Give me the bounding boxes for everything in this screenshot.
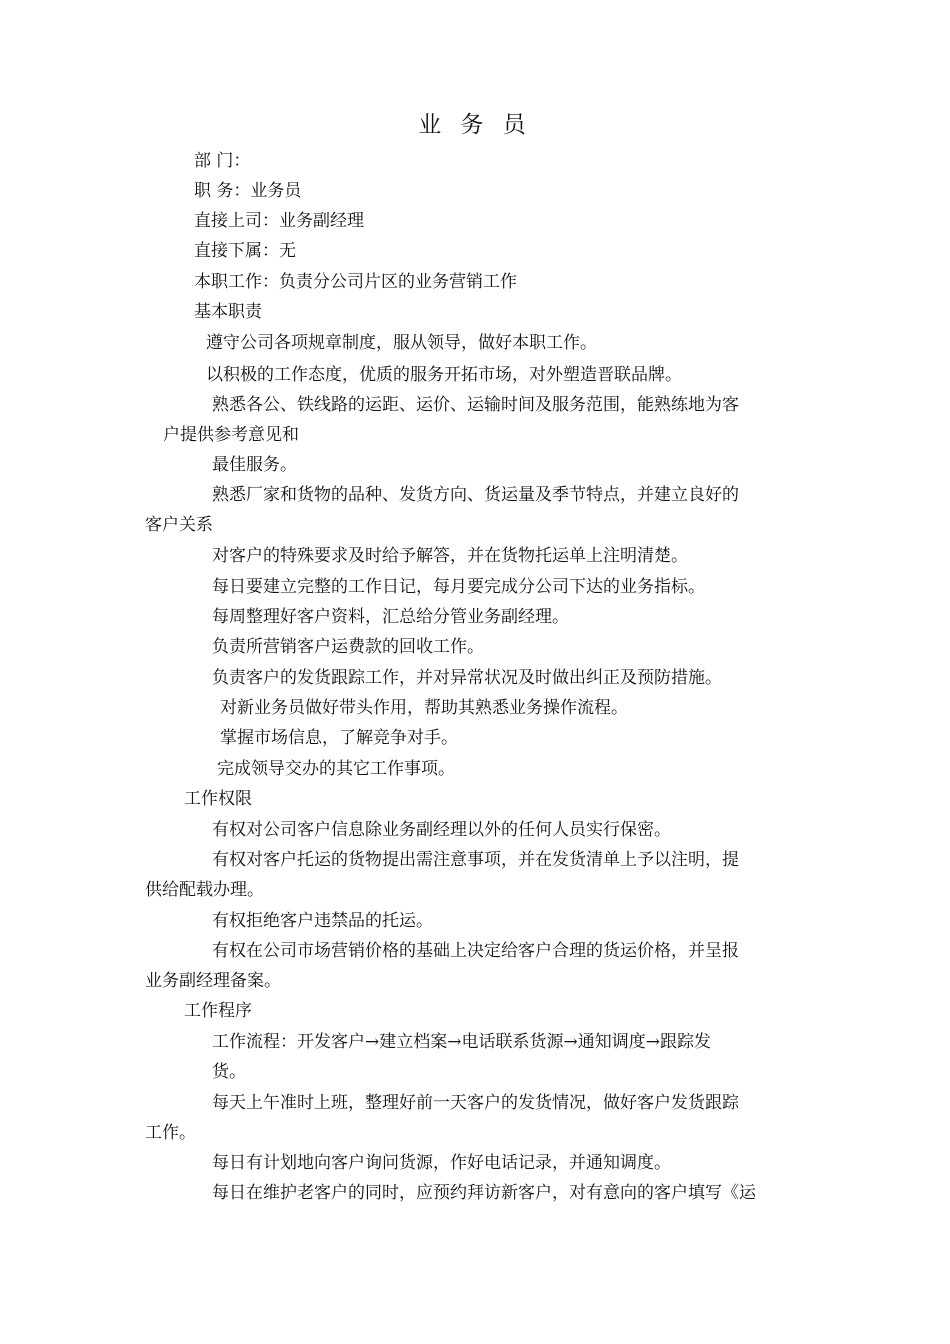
dept-field: 部 门： bbox=[194, 151, 251, 171]
duty-line: 对新业务员做好带头作用，帮助其熟悉业务操作流程。 bbox=[220, 698, 628, 718]
authority-line: 有权对公司客户信息除业务副经理以外的任何人员实行保密。 bbox=[212, 820, 671, 840]
authority-line: 有权拒绝客户违禁品的托运。 bbox=[212, 911, 433, 931]
duty-line: 负责客户的发货跟踪工作，并对异常状况及时做出纠正及预防措施。 bbox=[212, 668, 722, 688]
superior-field: 直接上司：业务副经理 bbox=[194, 211, 364, 231]
duty-line: 客户关系 bbox=[145, 515, 213, 535]
duty-line: 熟悉各公、铁线路的运距、运价、运输时间及服务范围，能熟练地为客 bbox=[212, 395, 739, 415]
procedure-line: 货。 bbox=[212, 1062, 246, 1082]
duty-line: 对客户的特殊要求及时给予解答，并在货物托运单上注明清楚。 bbox=[212, 546, 688, 566]
procedure-line: 每日在维护老客户的同时，应预约拜访新客户，对有意向的客户填写《运 bbox=[212, 1183, 756, 1203]
duty-line: 户提供参考意见和 bbox=[163, 425, 299, 445]
subordinate-field: 直接下属：无 bbox=[194, 241, 296, 261]
authority-line: 有权对客户托运的货物提出需注意事项，并在发货清单上予以注明，提 bbox=[212, 850, 739, 870]
procedure-line: 工作流程：开发客户→建立档案→电话联系货源→通知调度→跟踪发 bbox=[212, 1032, 711, 1052]
duty-line: 每周整理好客户资料，汇总给分管业务副经理。 bbox=[212, 607, 569, 627]
procedure-line: 工作。 bbox=[145, 1123, 196, 1143]
duty-line: 掌握市场信息，了解竞争对手。 bbox=[220, 728, 458, 748]
duty-line: 以积极的工作态度，优质的服务开拓市场，对外塑造晋联品牌。 bbox=[206, 365, 682, 385]
procedure-line: 每日有计划地向客户询问货源，作好电话记录，并通知调度。 bbox=[212, 1153, 671, 1173]
duty-line: 遵守公司各项规章制度，服从领导，做好本职工作。 bbox=[206, 333, 597, 353]
authority-line: 供给配载办理。 bbox=[145, 880, 264, 900]
authority-heading: 工作权限 bbox=[184, 789, 252, 809]
duty-line: 最佳服务。 bbox=[212, 455, 297, 475]
procedure-line: 每天上午准时上班，整理好前一天客户的发货情况，做好客户发货跟踪 bbox=[212, 1093, 739, 1113]
duty-line: 每日要建立完整的工作日记，每月要完成分公司下达的业务指标。 bbox=[212, 577, 705, 597]
procedure-heading: 工作程序 bbox=[184, 1001, 252, 1021]
duty-line: 负责所营销客户运费款的回收工作。 bbox=[212, 637, 484, 657]
position-field: 职 务：业务员 bbox=[194, 181, 302, 201]
duty-line: 熟悉厂家和货物的品种、发货方向、货运量及季节特点，并建立良好的 bbox=[212, 485, 739, 505]
authority-line: 有权在公司市场营销价格的基础上决定给客户合理的货运价格，并呈报 bbox=[212, 941, 739, 961]
authority-line: 业务副经理备案。 bbox=[145, 971, 281, 991]
page-title: 业 务 员 bbox=[418, 112, 532, 138]
duty-line: 完成领导交办的其它工作事项。 bbox=[217, 759, 455, 779]
duties-heading: 基本职责 bbox=[194, 302, 262, 322]
main-work-field: 本职工作：负责分公司片区的业务营销工作 bbox=[194, 272, 517, 292]
